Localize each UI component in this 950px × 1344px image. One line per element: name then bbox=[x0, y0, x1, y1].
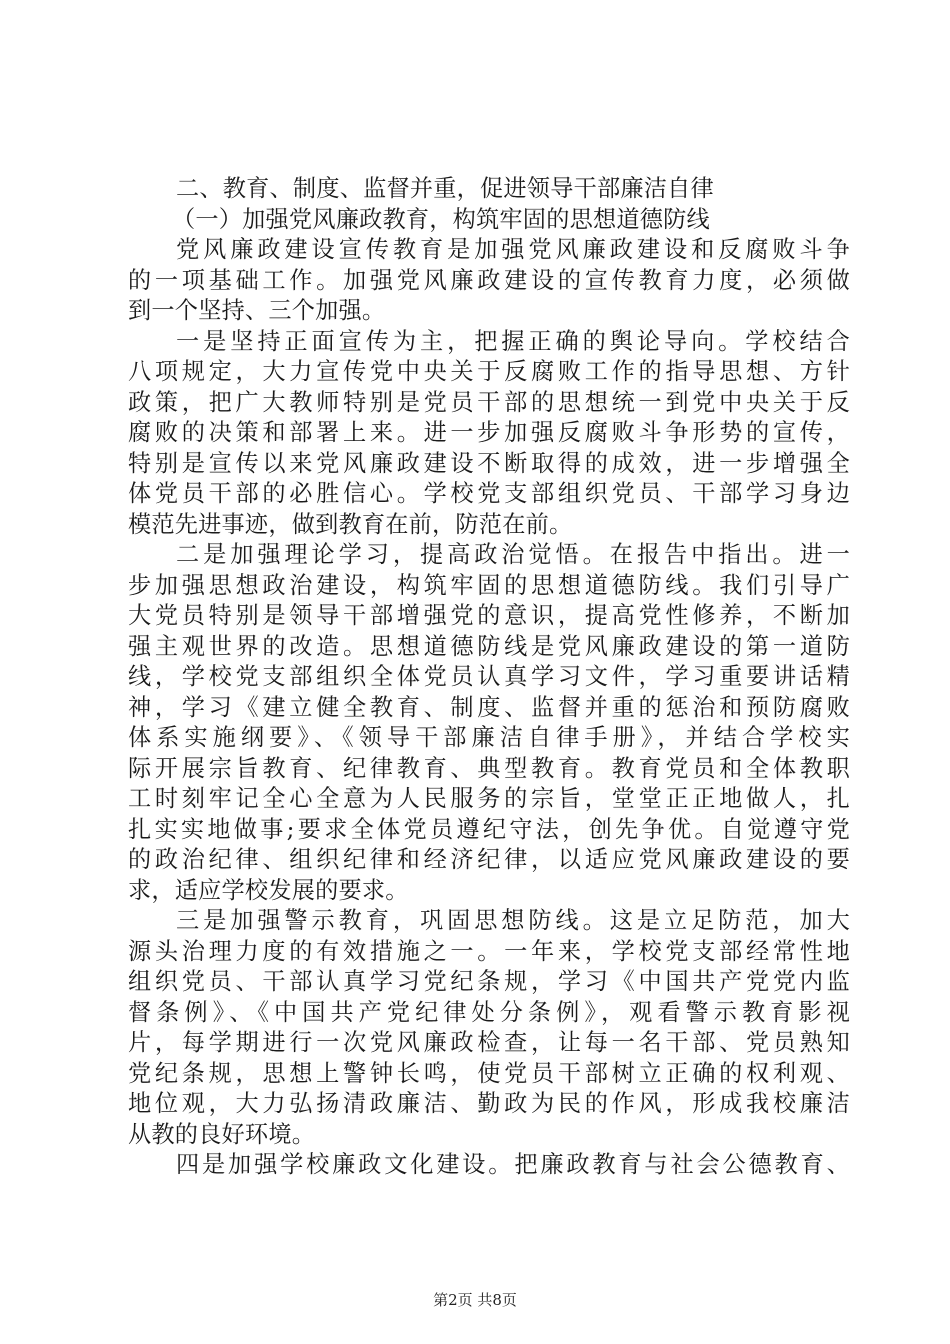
paragraph-line: 四是加强学校廉政文化建设。把廉政教育与社会公德教育、 bbox=[176, 1151, 850, 1178]
paragraph-line: 片，每学期进行一次党风廉政检查，让每一名干部、党员熟知 bbox=[128, 1029, 850, 1056]
section-heading: 二、教育、制度、监督并重，促进领导干部廉洁自律 bbox=[176, 175, 714, 202]
paragraph-line: 党风廉政建设宣传教育是加强党风廉政建设和反腐败斗争 bbox=[176, 236, 850, 263]
paragraph-line: 际开展宗旨教育、纪律教育、典型教育。教育党员和全体教职 bbox=[128, 754, 850, 782]
paragraph-line: 组织党员、干部认真学习党纪条规，学习《中国共产党党内监 bbox=[128, 968, 850, 995]
paragraph-line: 到一个坚持、三个加强。 bbox=[128, 297, 386, 324]
paragraph-line: 的一项基础工作。加强党风廉政建设的宣传教育力度，必须做 bbox=[128, 266, 850, 294]
paragraph-line: 政策，把广大教师特别是党员干部的思想统一到党中央关于反 bbox=[128, 388, 850, 416]
subsection-heading: （一）加强党风廉政教育，构筑牢固的思想道德防线 bbox=[172, 205, 710, 233]
document-body bbox=[128, 174, 850, 1181]
paragraph-line: 线，学校党支部组织全体党员认真学习文件，学习重要讲话精 bbox=[128, 663, 850, 690]
paragraph-line: 大党员特别是领导干部增强党的意识，提高党性修养，不断加 bbox=[128, 602, 850, 629]
paragraph-line: 腐败的决策和部署上来。进一步加强反腐败斗争形势的宣传， bbox=[128, 419, 850, 446]
paragraph-line: 工时刻牢记全心全意为人民服务的宗旨，堂堂正正地做人，扎 bbox=[128, 785, 850, 812]
paragraph-line: 神，学习《建立健全教育、制度、监督并重的惩治和预防腐败 bbox=[128, 693, 850, 721]
paragraph-line: 体系实施纲要》、《领导干部廉洁自律手册》，并结合学校实 bbox=[128, 724, 850, 751]
paragraph-line: 扎实实地做事;要求全体党员遵纪守法，创先争优。自觉遵守党 bbox=[128, 815, 850, 843]
paragraph-line: 特别是宣传以来党风廉政建设不断取得的成效，进一步增强全 bbox=[128, 449, 850, 477]
paragraph-line: 步加强思想政治建设，构筑牢固的思想道德防线。我们引导广 bbox=[128, 571, 850, 599]
paragraph-line: 地位观，大力弘扬清政廉洁、勤政为民的作风，形成我校廉洁 bbox=[128, 1090, 850, 1117]
paragraph-line: 模范先进事迹，做到教育在前，防范在前。 bbox=[128, 510, 573, 538]
page-number: 第2页 共8页 bbox=[433, 1291, 517, 1309]
paragraph-line: 督条例》、《中国共产党纪律处分条例》，观看警示教育影视 bbox=[128, 998, 850, 1026]
paragraph-line: 强主观世界的改造。思想道德防线是党风廉政建设的第一道防 bbox=[128, 632, 850, 660]
paragraph-line: 一是坚持正面宣传为主，把握正确的舆论导向。学校结合 bbox=[176, 327, 850, 355]
paragraph-line: 从教的良好环境。 bbox=[128, 1120, 316, 1148]
paragraph-line: 三是加强警示教育，巩固思想防线。这是立足防范，加大 bbox=[176, 907, 850, 934]
paragraph-line: 党纪条规，思想上警钟长鸣，使党员干部树立正确的权利观、 bbox=[128, 1059, 850, 1087]
paragraph-line: 体党员干部的必胜信心。学校党支部组织党员、干部学习身边 bbox=[128, 480, 850, 507]
paragraph-line: 的政治纪律、组织纪律和经济纪律，以适应党风廉政建设的要 bbox=[128, 846, 850, 873]
paragraph-line: 二是加强理论学习，提高政治觉悟。在报告中指出。进一 bbox=[176, 541, 850, 568]
paragraph-line: 八项规定，大力宣传党中央关于反腐败工作的指导思想、方针 bbox=[128, 358, 850, 385]
paragraph-line: 求，适应学校发展的要求。 bbox=[128, 876, 409, 904]
paragraph-line: 源头治理力度的有效措施之一。一年来，学校党支部经常性地 bbox=[128, 937, 850, 965]
